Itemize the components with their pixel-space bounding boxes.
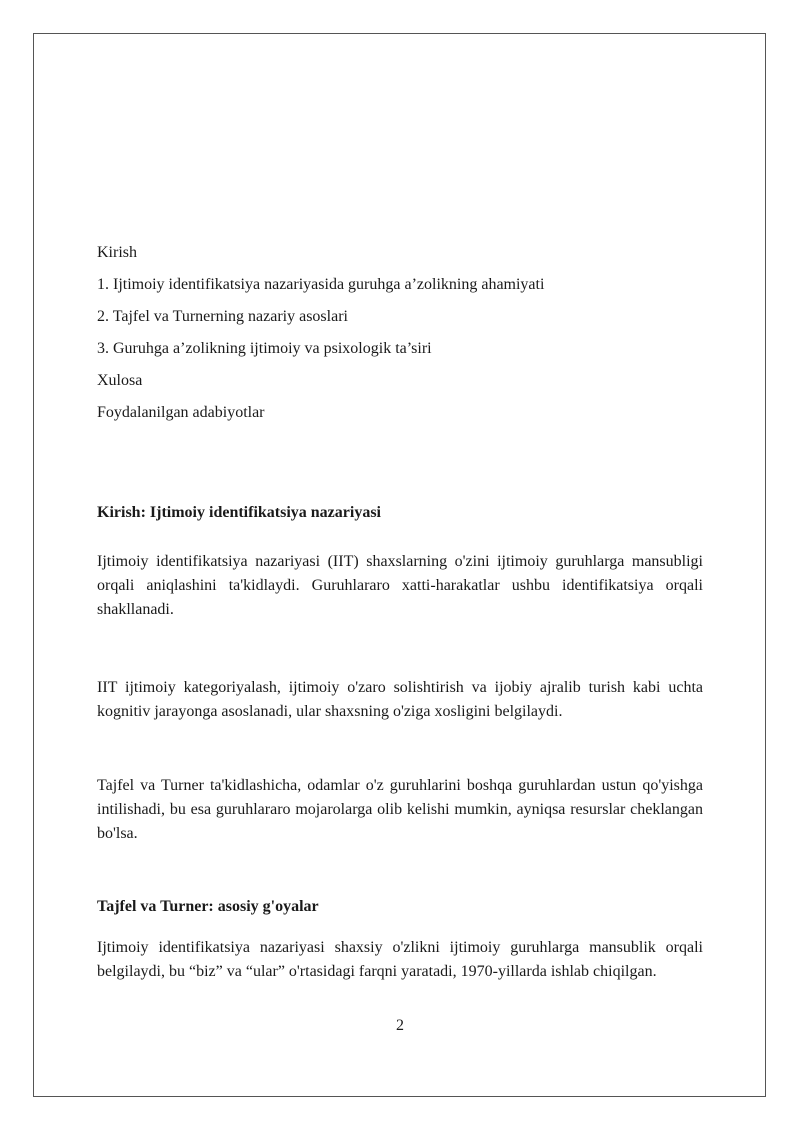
- toc-item-conclusion: Xulosa: [97, 372, 143, 389]
- paragraph-tajfel-turner-1: Ijtimoiy identifikatsiya nazariyasi shaxsiy o'zlikni ijtimoiy guruhlarga mansublik orqali belgilaydi, bu “biz” va “ular” o'rtasidagi farqni yaratadi, 1970-yillarda ishlab chiqilgan.: [97, 939, 703, 980]
- toc-item-references: Foydalanilgan adabiyotlar: [97, 404, 265, 421]
- page-number: 2: [396, 1017, 404, 1034]
- paragraph-intro-2: IIT ijtimoiy kategoriyalash, ijtimoiy o'zaro solishtirish va ijobiy ajralib turish kabi uchta kognitiv jarayonga asoslanadi, ular shaxsning o'ziga xosligini belgilaydi.: [97, 679, 703, 720]
- paragraph-intro-3: Tajfel va Turner ta'kidlashicha, odamlar o'z guruhlarini boshqa guruhlardan ustun qo'yishga intilishadi, bu esa guruhlararo mojarolarga olib kelishi mumkin, ayniqsa resurslar cheklangan bo'lsa.: [97, 777, 703, 842]
- toc-item-intro: Kirish: [97, 244, 137, 261]
- toc-item-1: 1. Ijtimoiy identifikatsiya nazariyasida guruhga a’zolikning ahamiyati: [97, 276, 545, 293]
- paragraph-intro-1: Ijtimoiy identifikatsiya nazariyasi (IIT) shaxslarning o'zini ijtimoiy guruhlarga mansubligi orqali aniqlashini ta'kidlaydi. Guruhlararo xatti-harakatlar ushbu identifikatsiya orqali shakllanadi.: [97, 553, 703, 618]
- table-of-contents: [97, 243, 707, 435]
- section-heading-intro: Kirish: Ijtimoiy identifikatsiya nazariyasi: [97, 504, 381, 521]
- toc-item-3: 3. Guruhga a’zolikning ijtimoiy va psixologik ta’siri: [97, 340, 432, 357]
- section-heading-tajfel-turner: Tajfel va Turner: asosiy g'oyalar: [97, 898, 319, 915]
- toc-item-2: 2. Tajfel va Turnerning nazariy asoslari: [97, 308, 348, 325]
